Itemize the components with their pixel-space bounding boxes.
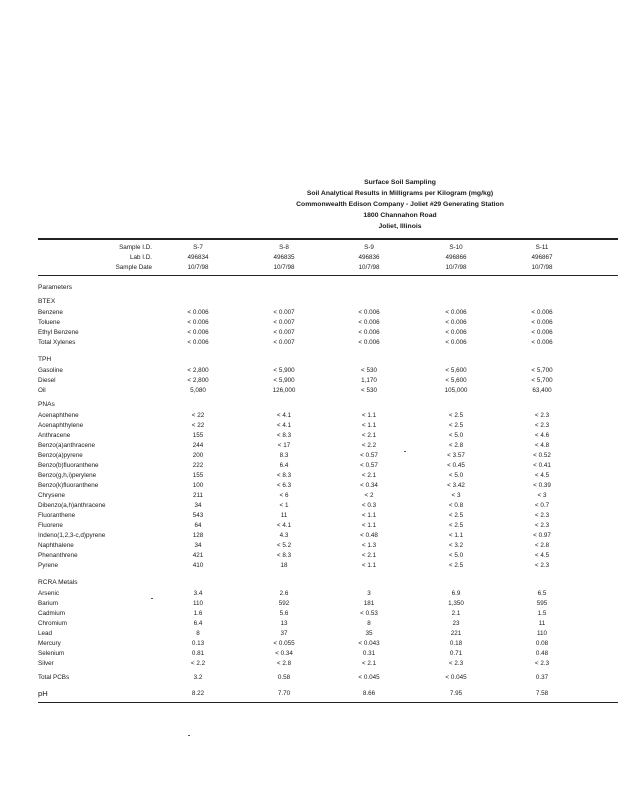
result-cell: < 5,700 (531, 367, 553, 374)
result-cell: < 0.34 (360, 482, 378, 489)
result-cell: 181 (363, 600, 375, 607)
result-cell: < 0.006 (358, 329, 380, 336)
parameter-label: Selenium (38, 650, 65, 657)
result-cell: < 0.3 (361, 502, 377, 509)
parameter-label: Fluoranthene (38, 512, 76, 519)
result-cell: < 0.41 (533, 462, 551, 469)
result-cell: < 2 (364, 492, 374, 499)
parameter-label: Total PCBs (38, 674, 70, 681)
result-cell: < 2,800 (187, 377, 209, 384)
section-heading: PNAs (38, 401, 55, 408)
parameter-label: Benzene (38, 309, 63, 316)
result-cell: < 5,700 (531, 377, 553, 384)
table-row (0, 609, 618, 619)
table-row (0, 431, 618, 441)
result-cell: 0.08 (535, 640, 549, 647)
result-cell: < 0.006 (531, 309, 553, 316)
table-row (0, 328, 618, 338)
result-cell: 105,000 (444, 387, 468, 394)
result-cell: 155 (192, 432, 204, 439)
table-row (0, 386, 618, 396)
result-cell: 0.58 (277, 674, 291, 681)
result-cell: < 1 (279, 502, 289, 509)
result-cell: < 4.5 (534, 472, 550, 479)
header-label: Sample I.D. (119, 244, 152, 251)
scan-speck (404, 451, 406, 452)
table-row (0, 491, 618, 501)
title-line: Soil Analytical Results in Milligrams per Kilogram (mg/kg) (306, 190, 494, 197)
result-cell: < 0.007 (273, 309, 295, 316)
title-line: Commonwealth Edison Company - Joliet #29 Generating Station (296, 201, 504, 208)
result-cell: 3.4 (193, 590, 203, 597)
result-cell: 0.37 (535, 674, 549, 681)
result-cell: 5,080 (190, 387, 206, 394)
result-cell: < 5.2 (276, 542, 292, 549)
result-cell: < 2.5 (448, 422, 464, 429)
sample-id: S-11 (535, 244, 549, 251)
result-cell: < 5.0 (448, 472, 464, 479)
result-cell: < 0.045 (358, 674, 380, 681)
lab-id: 496834 (187, 254, 209, 261)
result-cell: < 8.3 (276, 552, 292, 559)
result-cell: < 0.006 (445, 319, 467, 326)
result-cell: 2.6 (279, 590, 289, 597)
result-cell: < 0.45 (447, 462, 465, 469)
result-cell: < 0.8 (448, 502, 464, 509)
result-cell: < 2.5 (448, 512, 464, 519)
table-row (0, 659, 618, 669)
table-row (0, 471, 618, 481)
result-cell: < 0.006 (187, 309, 209, 316)
sample-date: 10/7/98 (273, 264, 295, 271)
result-cell: < 0.045 (445, 674, 467, 681)
result-cell: 11 (538, 620, 546, 627)
result-cell: 3 (367, 590, 371, 597)
result-cell: 1.5 (537, 610, 547, 617)
lab-id: 496835 (273, 254, 295, 261)
parameter-label: Lead (38, 630, 53, 637)
result-cell: < 2.1 (361, 552, 377, 559)
result-cell: 0.31 (362, 650, 376, 657)
result-cell: 0.81 (191, 650, 205, 657)
sample-date: 10/7/98 (445, 264, 467, 271)
result-cell: 2.1 (451, 610, 461, 617)
sample-id: S-8 (279, 244, 289, 251)
result-cell: < 0.006 (358, 309, 380, 316)
result-cell: 126,000 (272, 387, 296, 394)
result-cell: < 4.1 (276, 422, 292, 429)
parameter-label: Arsenic (38, 590, 59, 597)
result-cell: < 0.97 (533, 532, 551, 539)
result-cell: 0.48 (535, 650, 549, 657)
header-label: Sample Date (115, 264, 152, 271)
parameter-label: Phenanthrene (38, 552, 78, 559)
result-cell: < 0.53 (360, 610, 378, 617)
result-cell: 4.3 (279, 532, 289, 539)
parameter-label: Silver (38, 660, 54, 667)
result-cell: 6.5 (537, 590, 547, 597)
result-cell: < 4.5 (534, 552, 550, 559)
result-cell: < 0.006 (187, 329, 209, 336)
result-cell: < 0.34 (275, 650, 293, 657)
parameter-label: Oil (38, 387, 46, 394)
parameter-label: Cadmium (38, 610, 65, 617)
parameter-label: Chrysene (38, 492, 65, 499)
result-cell: < 2.3 (448, 660, 464, 667)
result-cell: 11 (280, 512, 288, 519)
result-cell: < 2.3 (534, 512, 550, 519)
table-row (0, 366, 618, 376)
result-cell: < 0.006 (531, 329, 553, 336)
result-cell: 6.4 (193, 620, 203, 627)
result-cell: < 1.1 (361, 562, 377, 569)
sample-id: S-10 (449, 244, 463, 251)
result-cell: 8 (196, 630, 200, 637)
result-cell: < 2.3 (534, 522, 550, 529)
sample-date: 10/7/98 (358, 264, 380, 271)
result-cell: 6.4 (279, 462, 289, 469)
table-row (0, 551, 618, 561)
result-cell: < 1.1 (361, 422, 377, 429)
result-cell: < 0.006 (187, 339, 209, 346)
table-row (0, 531, 618, 541)
result-cell: < 0.007 (273, 339, 295, 346)
result-cell: 8.22 (191, 690, 205, 697)
result-cell: 3.2 (193, 674, 203, 681)
result-cell: < 1.3 (361, 542, 377, 549)
sample-id: S-9 (364, 244, 374, 251)
parameter-label: Acenaphthylene (38, 422, 84, 429)
result-cell: < 0.055 (273, 640, 295, 647)
table-row (0, 541, 618, 551)
result-cell: 155 (192, 472, 204, 479)
table-row (0, 689, 618, 699)
table-row (0, 481, 618, 491)
result-cell: < 2.8 (534, 542, 550, 549)
result-cell: < 1.1 (448, 532, 464, 539)
result-cell: < 3 (537, 492, 547, 499)
result-cell: 35 (365, 630, 373, 637)
result-cell: 8.66 (362, 690, 376, 697)
parameters-heading: Parameters (38, 284, 73, 291)
scan-speck (151, 598, 153, 599)
result-cell: 410 (192, 562, 204, 569)
result-cell: 100 (192, 482, 204, 489)
result-cell: 7.58 (535, 690, 549, 697)
parameter-label: Toluene (38, 319, 61, 326)
parameter-label: Barium (38, 600, 58, 607)
result-cell: < 8.3 (276, 432, 292, 439)
result-cell: < 2.3 (534, 660, 550, 667)
result-cell: 7.95 (449, 690, 463, 697)
lab-id: 496866 (445, 254, 467, 261)
result-cell: < 2.5 (448, 412, 464, 419)
result-cell: 1,350 (448, 600, 464, 607)
title-line: Joliet, Illinois (378, 223, 422, 230)
result-cell: 6.9 (451, 590, 461, 597)
result-cell: < 0.006 (445, 339, 467, 346)
parameter-label: pH (38, 689, 48, 698)
result-cell: 222 (192, 462, 204, 469)
scan-speck (188, 735, 190, 736)
header-rule (38, 275, 618, 276)
header-row-sample-id (0, 243, 618, 253)
result-cell: 5.6 (279, 610, 289, 617)
table-row (0, 619, 618, 629)
parameter-label: Chromium (38, 620, 68, 627)
table-row (0, 649, 618, 659)
result-cell: < 3 (451, 492, 461, 499)
result-cell: < 2.3 (534, 422, 550, 429)
result-cell: < 0.043 (358, 640, 380, 647)
result-cell: 63,400 (532, 387, 552, 394)
result-cell: < 1.1 (361, 512, 377, 519)
result-cell: < 2.1 (361, 660, 377, 667)
section-heading: RCRA Metals (38, 579, 78, 586)
result-cell: < 2.3 (534, 412, 550, 419)
result-cell: 221 (450, 630, 462, 637)
bottom-rule (38, 702, 618, 703)
parameter-label: Benzo(a)pyrene (38, 452, 83, 459)
result-cell: 0.71 (449, 650, 463, 657)
result-cell: < 0.39 (533, 482, 551, 489)
section-heading: TPH (38, 356, 52, 363)
result-cell: < 1.1 (361, 412, 377, 419)
result-cell: < 5,900 (273, 367, 295, 374)
result-cell: 34 (194, 542, 202, 549)
result-cell: < 0.006 (358, 319, 380, 326)
result-cell: < 2.1 (361, 472, 377, 479)
result-cell: < 5.0 (448, 432, 464, 439)
result-cell: < 0.006 (531, 319, 553, 326)
lab-id: 496836 (358, 254, 380, 261)
table-row (0, 338, 618, 348)
table-row (0, 421, 618, 431)
result-cell: < 0.52 (533, 452, 551, 459)
top-rule (38, 238, 618, 240)
result-cell: < 22 (191, 412, 205, 419)
result-cell: 34 (194, 502, 202, 509)
result-cell: < 2.1 (361, 432, 377, 439)
result-cell: < 4.8 (534, 442, 550, 449)
result-cell: 421 (192, 552, 204, 559)
sample-id: S-7 (193, 244, 203, 251)
result-cell: < 22 (191, 422, 205, 429)
result-cell: < 2.3 (534, 562, 550, 569)
parameter-label: Indeno(1,2,3-c,d)pyrene (38, 532, 106, 539)
table-row (0, 318, 618, 328)
result-cell: 543 (192, 512, 204, 519)
parameter-label: Anthracene (38, 432, 71, 439)
table-row (0, 589, 618, 599)
result-cell: < 0.007 (273, 319, 295, 326)
result-cell: 128 (192, 532, 204, 539)
section-heading: BTEX (38, 298, 56, 305)
result-cell: < 2.2 (190, 660, 206, 667)
parameter-label: Diesel (38, 377, 56, 384)
lab-id: 496867 (531, 254, 553, 261)
table-row (0, 376, 618, 386)
result-cell: < 2.8 (276, 660, 292, 667)
title-line: 1800 Channahon Road (363, 212, 437, 219)
result-cell: < 2.5 (448, 522, 464, 529)
table-row (0, 501, 618, 511)
header-row-lab-id (0, 253, 618, 263)
result-cell: < 0.57 (360, 452, 378, 459)
title-line: Surface Soil Sampling (364, 179, 436, 186)
result-cell: < 0.7 (534, 502, 550, 509)
result-cell: < 0.006 (358, 339, 380, 346)
result-cell: < 4.1 (276, 412, 292, 419)
result-cell: < 5,600 (445, 367, 467, 374)
result-cell: < 0.006 (531, 339, 553, 346)
result-cell: < 8.3 (276, 472, 292, 479)
result-cell: 595 (536, 600, 548, 607)
result-cell: < 5.0 (448, 552, 464, 559)
result-cell: < 5,600 (445, 377, 467, 384)
result-cell: 1.6 (193, 610, 203, 617)
parameter-label: Pyrene (38, 562, 58, 569)
result-cell: < 6.3 (276, 482, 292, 489)
parameter-label: Benzo(k)fluoranthene (38, 482, 99, 489)
table-row (0, 451, 618, 461)
result-cell: < 0.006 (445, 329, 467, 336)
parameter-label: Mercury (38, 640, 61, 647)
result-cell: 64 (194, 522, 202, 529)
table-row (0, 441, 618, 451)
table-row (0, 461, 618, 471)
result-cell: 23 (452, 620, 460, 627)
result-cell: < 0.57 (360, 462, 378, 469)
result-cell: < 0.006 (187, 319, 209, 326)
table-row (0, 673, 618, 683)
result-cell: < 4.1 (276, 522, 292, 529)
result-cell: 8 (367, 620, 371, 627)
parameter-label: Acenaphthene (38, 412, 79, 419)
result-cell: < 3.2 (448, 542, 464, 549)
table-row (0, 308, 618, 318)
result-cell: < 3.57 (447, 452, 465, 459)
result-cell: < 2.2 (361, 442, 377, 449)
result-cell: 200 (192, 452, 204, 459)
result-cell: 18 (280, 562, 288, 569)
result-cell: < 6 (279, 492, 289, 499)
result-cell: < 3.42 (447, 482, 465, 489)
parameter-label: Benzo(a)anthracene (38, 442, 96, 449)
result-cell: < 530 (361, 387, 377, 394)
sample-date: 10/7/98 (187, 264, 209, 271)
parameter-label: Benzo(g,h,i)perylene (38, 472, 97, 479)
result-cell: < 1.1 (361, 522, 377, 529)
table-row (0, 639, 618, 649)
sample-date: 10/7/98 (531, 264, 553, 271)
parameter-label: Naphthalene (38, 542, 74, 549)
parameter-label: Gasoline (38, 367, 63, 374)
parameter-label: Total Xylenes (38, 339, 76, 346)
result-cell: 1,170 (361, 377, 377, 384)
result-cell: 244 (192, 442, 204, 449)
table-row (0, 511, 618, 521)
table-row (0, 411, 618, 421)
result-cell: < 530 (361, 367, 377, 374)
result-cell: 110 (192, 600, 204, 607)
parameter-label: Fluorene (38, 522, 63, 529)
result-cell: 0.18 (449, 640, 463, 647)
result-cell: 37 (280, 630, 288, 637)
table-row (0, 521, 618, 531)
result-cell: < 2,800 (187, 367, 209, 374)
result-cell: 8.3 (279, 452, 289, 459)
result-cell: 592 (278, 600, 290, 607)
result-cell: < 4.6 (534, 432, 550, 439)
result-cell: < 2.8 (448, 442, 464, 449)
result-cell: < 0.007 (273, 329, 295, 336)
header-row-sample-date (0, 263, 618, 273)
result-cell: 7.70 (277, 690, 291, 697)
result-cell: 211 (192, 492, 204, 499)
table-row (0, 599, 618, 609)
result-cell: < 0.48 (360, 532, 378, 539)
header-label: Lab I.D. (129, 254, 152, 261)
result-cell: < 5,900 (273, 377, 295, 384)
table-row (0, 561, 618, 571)
result-cell: 0.13 (191, 640, 205, 647)
result-cell: 110 (536, 630, 548, 637)
result-cell: < 17 (277, 442, 291, 449)
parameter-label: Benzo(b)fluoranthene (38, 462, 99, 469)
table-row (0, 629, 618, 639)
result-cell: 13 (280, 620, 288, 627)
parameter-label: Dibenzo(a,h)anthracene (38, 502, 106, 509)
result-cell: < 0.006 (445, 309, 467, 316)
parameter-label: Ethyl Benzene (38, 329, 79, 336)
result-cell: < 2.5 (448, 562, 464, 569)
